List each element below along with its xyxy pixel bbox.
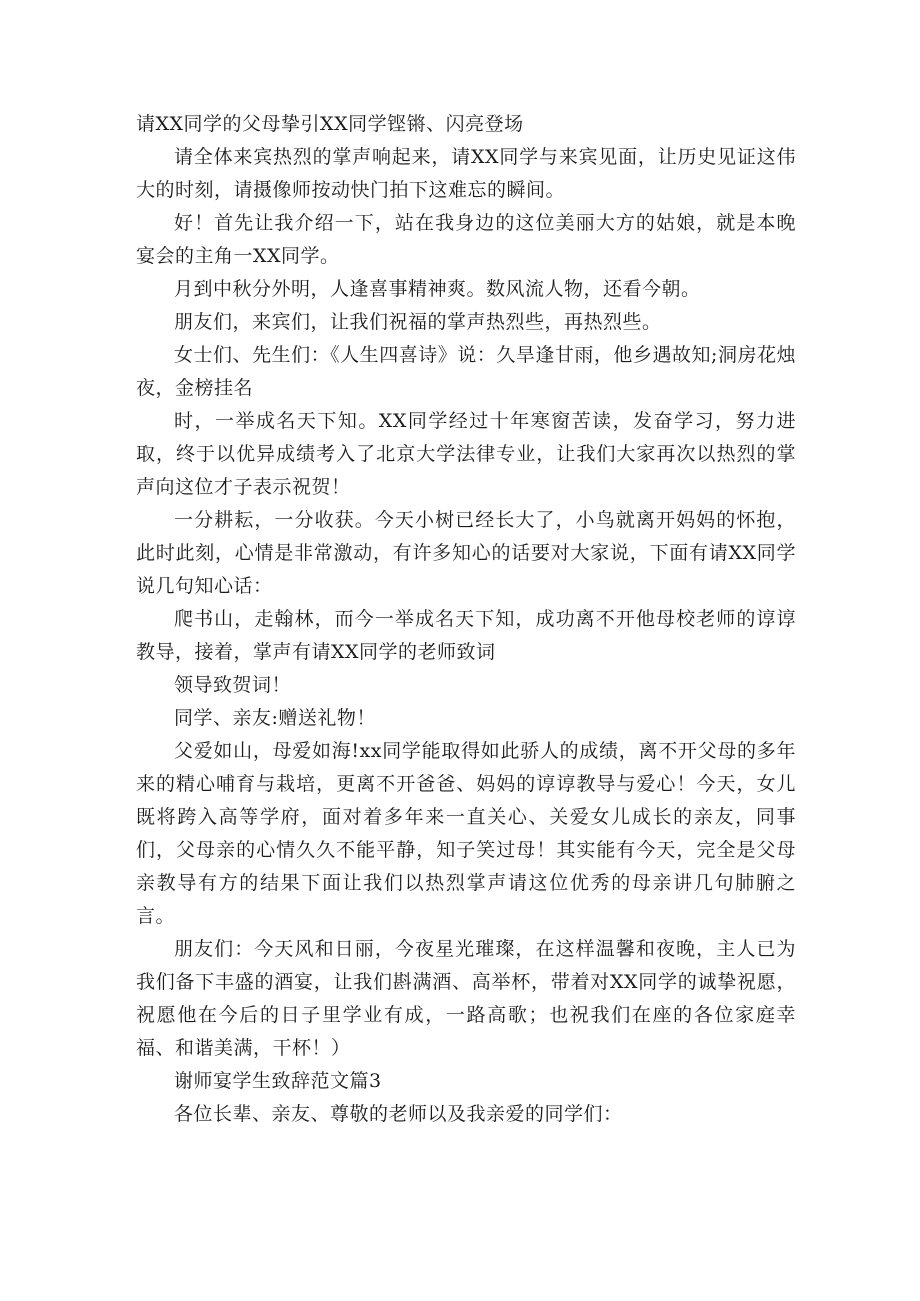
document-body — [136, 108, 796, 1131]
paragraph-10: 领导致贺词！ — [174, 674, 292, 696]
section-heading: 谢师宴学生致辞范文篇3 — [174, 1070, 382, 1092]
paragraph-5: 朋友们，来宾们，让我们祝福的掌声热烈些，再热烈些。 — [174, 311, 662, 333]
paragraph-6: 女士们、先生们：《人生四喜诗》说：久旱逢甘雨，他乡遇故知;洞房花烛夜，金榜挂名 — [136, 344, 796, 399]
paragraph-2: 请全体来宾热烈的掌声响起来，请XX同学与来宾见面，让历史见证这伟大的时刻，请摄像师按动快门拍下这难忘的瞬间。 — [136, 146, 796, 201]
paragraph-4: 月到中秋分外明，人逢喜事精神爽。数风流人物，还看今朝。 — [174, 278, 701, 300]
paragraph-8: 一分耕耘，一分收获。今天小树已经长大了，小鸟就离开妈妈的怀抱，此时此刻，心情是非常激动，有许多知心的话要对大家说，下面有请XX同学说几句知心话： — [136, 509, 796, 597]
paragraph-3: 好！首先让我介绍一下，站在我身边的这位美丽大方的姑娘，就是本晚宴会的主角一XX同学。 — [136, 212, 796, 267]
paragraph-7: 时，一举成名天下知。XX同学经过十年寒窗苦读，发奋学习，努力进取，终于以优异成绩考入了北京大学法律专业，让我们大家再次以热烈的掌声向这位才子表示祝贺！ — [136, 410, 796, 498]
paragraph-9: 爬书山，走翰林，而今一举成名天下知，成功离不开他母校老师的谆谆教导，接着，掌声有请XX同学的老师致词 — [136, 608, 796, 663]
paragraph-12: 父爱如山，母爱如海!xx同学能取得如此骄人的成绩，离不开父母的多年来的精心哺育与栽培，更离不开爸爸、妈妈的谆谆教导与爱心！今天，女儿既将跨入高等学府，面对着多年来一直关心、关爱女儿成长的亲友，同事们，父母亲的心情久久不能平静，知子笑过母！其实能有今天，完全是父母亲教导有方的结果下面让我们以热烈掌声请这位优秀的母亲讲几句肺腑之言。 — [136, 740, 796, 927]
salutation: 各位长辈、亲友、尊敬的老师以及我亲爱的同学们： — [174, 1103, 623, 1125]
paragraph-1: 请XX同学的父母挚引XX同学铿锵、闪亮登场 — [136, 113, 524, 135]
paragraph-13: 朋友们：今天风和日丽，今夜星光璀璨，在这样温馨和夜晚，主人已为我们备下丰盛的酒宴，让我们斟满酒、高举杯，带着对XX同学的诚挚祝愿，祝愿他在今后的日子里学业有成，一路高歌；也祝我们在座的各位家庭幸福、和谐美满，干杯！） — [136, 938, 796, 1059]
paragraph-11: 同学、亲友:赠送礼物！ — [174, 707, 376, 729]
